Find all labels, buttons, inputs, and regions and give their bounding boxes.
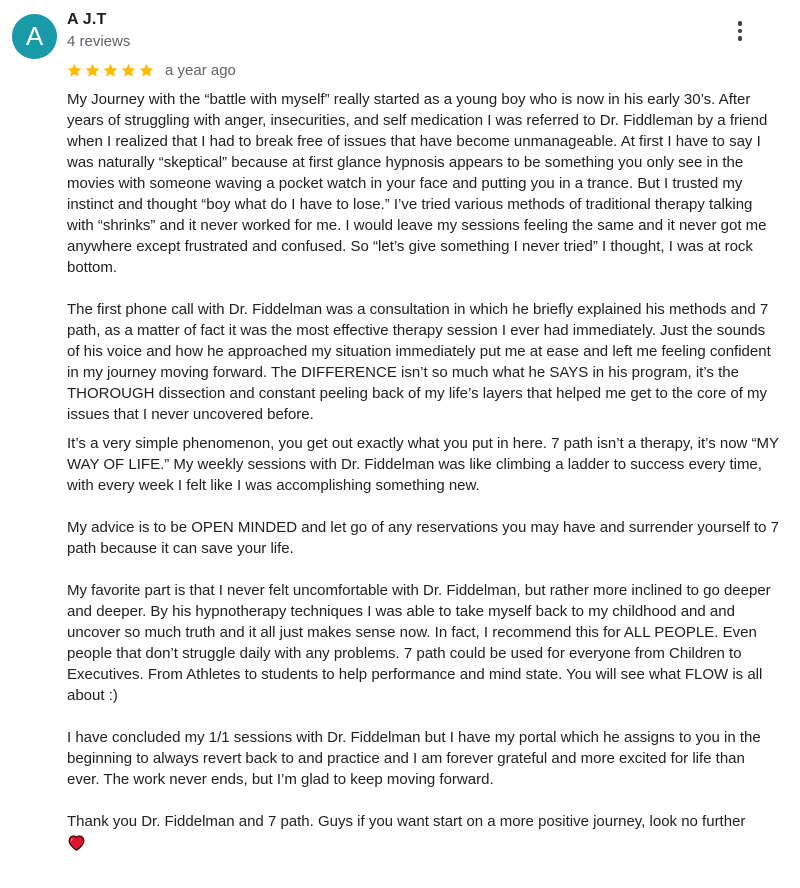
review-paragraph: I have concluded my 1/1 sessions with Dr. Fiddelman but I have my portal which he assigns to you in the beginning to always revert back to and practice and I am forever grateful and more excited for life than ever. The work never ends, but I’m glad to keep moving forward. bbox=[67, 729, 761, 788]
more-vert-icon bbox=[738, 29, 743, 34]
review-paragraph: The first phone call with Dr. Fiddelman was a consultation in which he briefly explained his methods and 7 path, as a matter of fact it was the most effective therapy session I ever had immediately. Just the sounds of his voice and how he approached my situation immediately put me at ease and left me feeling confident in my journey moving forward. The DIFFERENCE isn’t so much what he SAYS in his program, it’s the THOROUGH dissection and constant peeling back of my life’s layers that helped me get to the core of my issues that I never uncovered before. bbox=[67, 301, 771, 423]
review-paragraph: My advice is to be OPEN MINDED and let go of any reservations you may have and surrender yourself to 7 path because it can save your life. bbox=[67, 519, 780, 557]
star-icon bbox=[138, 62, 155, 79]
reviewer-name[interactable]: A J.T bbox=[67, 11, 107, 28]
review-paragraph: My Journey with the “battle with myself” really started as a young boy who is now in his early 30’s. After years of struggling with anger, insecurities, and self medication I was referred to Dr. Fiddleman by a friend when I realized that I had to break free of issues that have become unmanageable. At first I have to say I was naturally “skeptical” because at first glance hypnosis appears to be something you only see in the movies with someone waving a pocket watch in your face and putting you in a trance. But I trusted my instinct and thought “boy what do I have to lose.” I’ve tried various methods of traditional therapy talking with “shrinks” and it never worked for me. I would leave my sessions feeling the same and it never got me anywhere except frustrated and confused. So “let’s give something I never tried” I thought, I was at rock bottom. bbox=[67, 91, 768, 276]
rating-row bbox=[66, 59, 236, 81]
review-paragraph: Thank you Dr. Fiddelman and 7 path. Guys if you want start on a more positive journey, look no further bbox=[67, 813, 746, 830]
star-icon bbox=[120, 62, 137, 79]
avatar[interactable] bbox=[12, 14, 57, 59]
red-heart-icon bbox=[67, 834, 86, 851]
more-vert-icon bbox=[738, 36, 743, 41]
review-paragraph: My favorite part is that I never felt uncomfortable with Dr. Fiddelman, but rather more inclined to go deeper and deeper. By his hypnotherapy techniques I was able to take myself back to my childhood and and uncover so much truth and it all just makes sense now. In fact, I recommend this for ALL PEOPLE. Even people that don’t struggle daily with any problems. 7 path could be used for everyone from Children to Executives. From Athletes to students to help performance and mind state. You will see what FLOW is all about :) bbox=[67, 582, 771, 704]
more-options-button[interactable] bbox=[728, 16, 752, 46]
star-icon bbox=[66, 62, 83, 79]
review-count[interactable]: 4 reviews bbox=[67, 33, 131, 50]
review-date: a year ago bbox=[165, 61, 236, 79]
review-paragraph: It’s a very simple phenomenon, you get out exactly what you put in here. 7 path isn’t a therapy, it’s now “MY WAY OF LIFE.” My weekly sessions with Dr. Fiddelman was like climbing a ladder to success every time, with every week I felt like I was accomplishing something new. bbox=[67, 435, 779, 494]
star-rating bbox=[66, 62, 155, 79]
review-text bbox=[67, 89, 779, 851]
avatar-letter: A bbox=[25, 21, 44, 51]
more-vert-icon bbox=[738, 21, 743, 26]
star-icon bbox=[102, 62, 119, 79]
star-icon bbox=[84, 62, 101, 79]
